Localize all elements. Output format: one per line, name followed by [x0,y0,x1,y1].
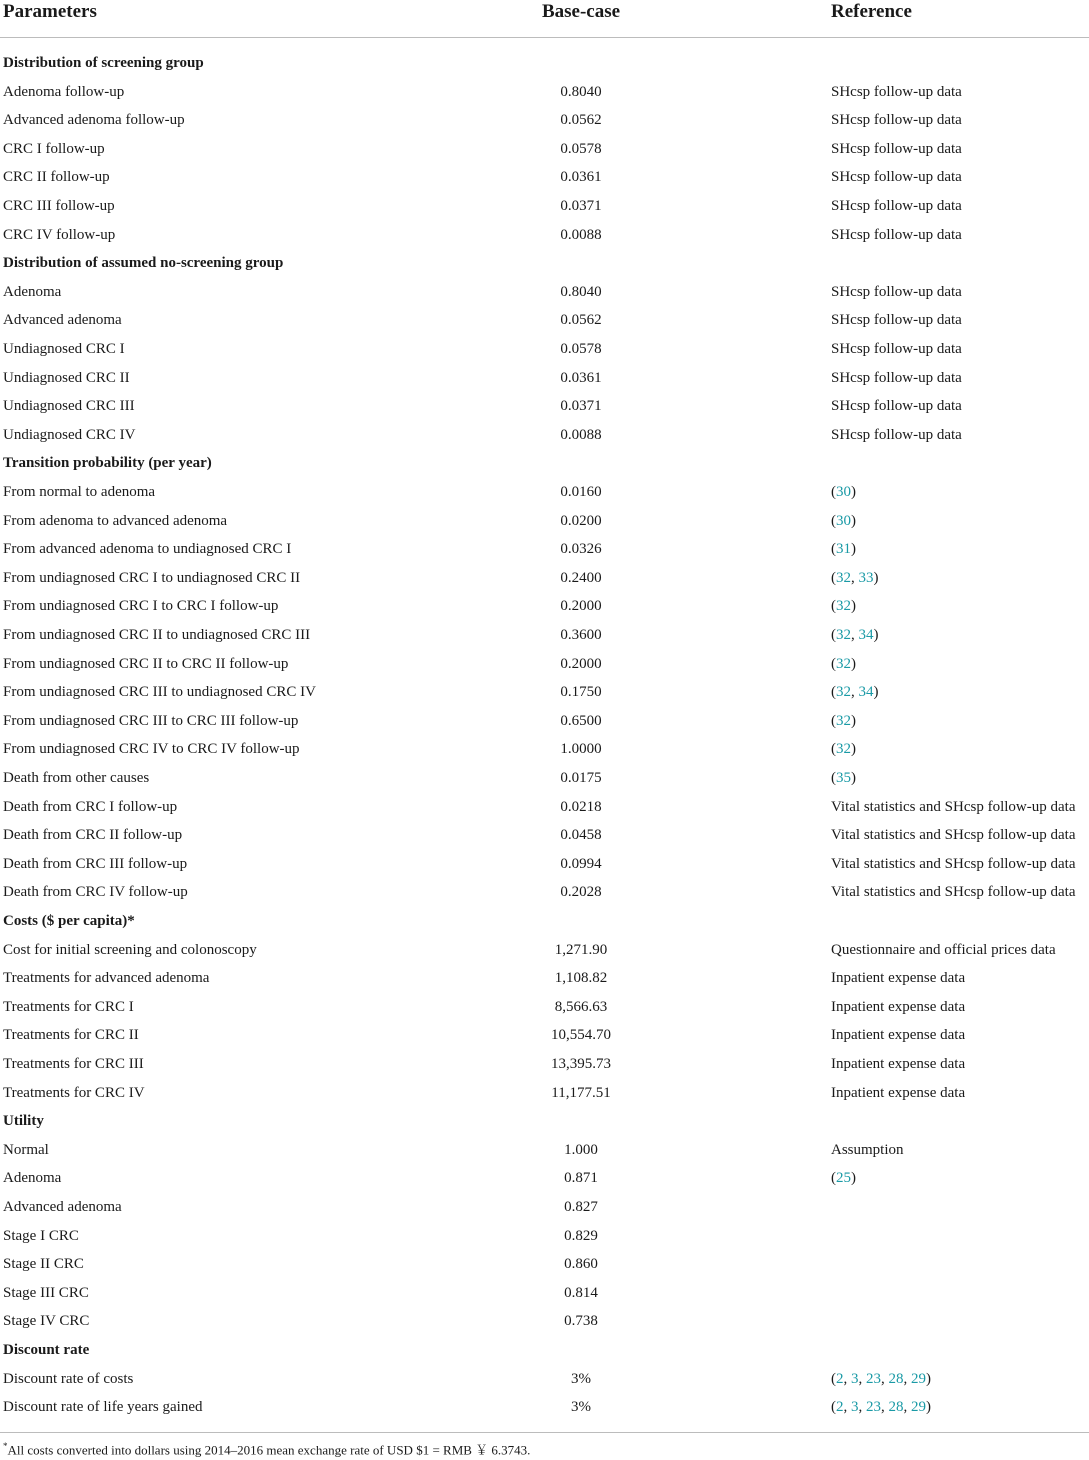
parameter-cell: Discount rate of life years gained [3,1399,203,1416]
citation-link[interactable]: 34 [858,627,874,643]
footnote-marker: * [3,1441,8,1451]
reference-text: ) [851,512,856,529]
section-title-text: Discount rate [3,1342,90,1358]
citation-link[interactable]: 32 [836,712,851,729]
table-row [0,678,1089,707]
parameter-cell: Death from CRC II follow-up [3,827,183,844]
citation-link[interactable]: 32 [836,627,851,643]
citation-link[interactable]: 2 [836,1399,844,1416]
section-title [3,1336,89,1365]
reference-text: Inpatient expense data [831,1027,966,1044]
parameter-cell: From undiagnosed CRC III to CRC III follow-up [3,712,299,729]
parameter-cell: CRC III follow-up [3,198,115,214]
base-case-cell: 3% [571,1370,591,1387]
reference-cell [831,592,856,621]
reference-text: , [851,684,859,701]
table-row [0,735,1089,764]
reference-text: ( [831,569,836,586]
reference-text: ( [831,1370,836,1387]
parameter-cell: Treatments for CRC IV [3,1084,145,1101]
reference-cell [831,221,962,250]
section-header-row [0,1336,1089,1365]
base-case-cell: 0.2028 [560,884,602,901]
base-case-cell: 0.860 [564,1256,598,1273]
table-row [0,592,1089,621]
header-reference: Reference [831,1,912,22]
reference-text: , [881,1399,889,1416]
reference-text: , [851,627,859,643]
base-case-cell: 0.0361 [560,169,602,186]
parameter-cell: Death from CRC I follow-up [3,798,178,815]
base-case-cell: 0.0175 [560,770,602,786]
reference-cell [831,364,962,393]
citation-link[interactable]: 34 [858,684,874,701]
table-row [0,936,1089,965]
base-case-cell: 0.0371 [560,398,602,415]
reference-text: ( [831,655,836,672]
parameter-cell: From undiagnosed CRC II to undiagnosed CRC III [3,627,311,643]
citation-link[interactable]: 32 [836,598,851,615]
reference-text: ) [851,598,856,615]
base-case-cell: 8,566.63 [554,998,608,1015]
reference-text: Inpatient expense data [831,998,966,1015]
reference-cell [831,1365,931,1394]
reference-text: SHcsp follow-up data [831,140,962,157]
table-row [0,564,1089,593]
reference-cell [831,936,1056,965]
section-header-row [0,249,1089,278]
base-case-cell: 0.2400 [560,569,602,586]
table-row [0,306,1089,335]
table-row [0,1050,1089,1079]
parameter-cell: Undiagnosed CRC I [3,341,125,357]
table-row [0,1164,1089,1193]
table-row [0,850,1089,879]
section-title [3,907,135,936]
base-case-cell: 0.0218 [560,798,602,815]
table-row [0,964,1089,993]
table-row [0,1021,1089,1050]
reference-text: ( [831,684,836,701]
base-case-cell: 11,177.51 [551,1084,611,1101]
parameter-cell: From advanced adenoma to undiagnosed CRC I [3,541,292,558]
parameter-cell: CRC II follow-up [3,169,110,186]
reference-cell [831,764,856,793]
reference-cell [831,192,962,221]
base-case-cell: 0.2000 [560,598,602,615]
base-case-cell: 0.829 [564,1227,598,1244]
parameter-cell: Stage IV CRC [3,1313,90,1330]
base-case-cell: 0.2000 [560,655,602,672]
reference-cell [831,1164,856,1193]
reference-cell [831,278,962,307]
reference-text: ( [831,541,836,558]
table-row [0,1279,1089,1308]
base-case-cell: 0.0160 [560,484,602,500]
reference-text: ( [831,512,836,529]
reference-text: ) [851,1170,856,1187]
reference-text: SHcsp follow-up data [831,112,962,129]
base-case-cell: 13,395.73 [551,1056,611,1072]
parameter-cell: CRC IV follow-up [3,226,116,243]
reference-cell [831,821,1075,850]
parameter-cell: Stage III CRC [3,1284,89,1301]
base-case-cell: 0.0200 [560,512,602,529]
reference-text: , [858,1399,866,1416]
base-case-cell: 0.0458 [560,827,602,844]
reference-text: ) [926,1399,931,1416]
table-row [0,1136,1089,1165]
section-title [3,1107,44,1136]
table-row [0,392,1089,421]
table-row [0,1222,1089,1251]
parameter-cell: Undiagnosed CRC II [3,369,130,386]
reference-text: SHcsp follow-up data [831,83,962,100]
citation-link[interactable]: 32 [836,655,851,672]
reference-cell [831,1393,931,1422]
reference-cell [831,335,962,364]
parameter-cell: Adenoma [3,283,62,300]
reference-text: ) [851,484,856,500]
table-row [0,878,1089,907]
footnote [3,1436,530,1460]
citation-link[interactable]: 33 [858,569,874,586]
base-case-cell: 1,271.90 [554,941,608,958]
base-case-cell: 10,554.70 [551,1027,611,1044]
table-row [0,478,1089,507]
parameter-cell: From undiagnosed CRC III to undiagnosed CRC IV [3,684,316,701]
table-row [0,364,1089,393]
base-case-cell: 0.738 [564,1313,598,1330]
reference-cell [831,306,962,335]
reference-text: SHcsp follow-up data [831,312,962,329]
reference-cell [831,850,1075,879]
table-row [0,78,1089,107]
citation-link[interactable]: 28 [888,1399,904,1416]
section-header-row [0,1107,1089,1136]
table-row [0,1079,1089,1108]
parameter-cell: Treatments for CRC III [3,1056,144,1072]
reference-cell [831,1079,965,1108]
reference-text: , [903,1370,911,1387]
base-case-cell: 0.0578 [560,341,602,357]
citation-link[interactable]: 29 [911,1399,926,1416]
reference-cell [831,735,856,764]
base-case-cell: 0.3600 [560,627,602,643]
reference-text: ( [831,484,836,500]
base-case-cell: 0.0562 [560,112,602,129]
citation-link[interactable]: 32 [836,684,851,701]
base-case-cell: 0.0994 [560,855,602,872]
table-row [0,335,1089,364]
parameter-cell: Adenoma follow-up [3,83,125,100]
table-body [0,38,1089,1421]
table-row [0,163,1089,192]
reference-cell [831,535,856,564]
reference-text: ( [831,741,836,758]
citation-link[interactable]: 2 [836,1370,844,1387]
citation-link[interactable]: 30 [836,484,851,500]
reference-text: Assumption [831,1141,904,1158]
reference-text: Vital statistics and SHcsp follow-up data [831,827,1076,844]
reference-text: SHcsp follow-up data [831,226,962,243]
base-case-cell: 0.0088 [560,426,602,443]
parameter-cell: From normal to adenoma [3,484,156,500]
reference-text: ) [851,741,856,758]
section-title-text: Transition probability (per year) [3,455,212,472]
reference-text: SHcsp follow-up data [831,369,962,386]
section-title-text: Utility [3,1113,44,1130]
table-row [0,707,1089,736]
section-title-text: Costs ($ per capita) [3,913,128,929]
reference-text: ) [851,655,856,672]
citation-link[interactable]: 35 [836,770,851,786]
parameter-cell: From adenoma to advanced adenoma [3,512,228,529]
reference-text: ) [926,1370,931,1387]
reference-cell [831,564,879,593]
section-title-text: Distribution of assumed no-screening group [3,255,284,272]
reference-text: SHcsp follow-up data [831,341,962,357]
base-case-cell: 1,108.82 [554,970,608,987]
reference-cell [831,106,962,135]
base-case-cell: 0.0371 [560,198,602,214]
reference-cell [831,507,856,536]
reference-cell [831,478,856,507]
reference-text: SHcsp follow-up data [831,426,962,443]
reference-text: ( [831,1170,836,1187]
footnote-divider [0,1432,1089,1433]
parameter-cell: Treatments for advanced adenoma [3,970,210,987]
base-case-cell: 0.1750 [560,684,602,701]
table-row [0,535,1089,564]
table-row [0,1365,1089,1394]
reference-text: , [843,1370,851,1387]
reference-cell [831,1050,965,1079]
parameter-cell: Death from other causes [3,770,150,786]
base-case-cell: 0.6500 [560,712,602,729]
parameter-cell: Advanced adenoma [3,1199,122,1215]
reference-text: , [858,1370,866,1387]
table-row [0,192,1089,221]
parameter-cell: Advanced adenoma [3,312,122,329]
parameter-cell: Cost for initial screening and colonoscopy [3,941,257,958]
reference-cell [831,878,1075,907]
header-base-case: Base-case [541,1,621,22]
reference-text: Questionnaire and official prices data [831,941,1056,958]
section-header-row [0,449,1089,478]
base-case-cell: 0.827 [564,1199,598,1215]
parameter-cell: Stage I CRC [3,1227,79,1244]
table-row [0,821,1089,850]
reference-text: Inpatient expense data [831,970,966,987]
section-title [3,249,283,278]
base-case-cell: 0.0562 [560,312,602,329]
table-header [0,0,1089,38]
parameter-cell: Discount rate of costs [3,1370,134,1387]
base-case-cell: 1.0000 [560,741,602,758]
table-row [0,993,1089,1022]
table-row [0,1250,1089,1279]
header-parameters: Parameters [3,1,97,22]
reference-text: SHcsp follow-up data [831,283,962,300]
reference-text: , [903,1399,911,1416]
reference-cell [831,993,965,1022]
reference-text: ) [851,712,856,729]
reference-text: SHcsp follow-up data [831,398,962,415]
parameter-cell: Advanced adenoma follow-up [3,112,185,129]
reference-cell [831,650,856,679]
reference-text: , [843,1399,851,1416]
parameter-cell: From undiagnosed CRC I to undiagnosed CRC II [3,569,301,586]
reference-cell [831,793,1075,822]
table-row [0,507,1089,536]
table-row [0,793,1089,822]
section-header-row [0,907,1089,936]
citation-link[interactable]: 23 [866,1370,881,1387]
citation-link[interactable]: 29 [911,1370,926,1387]
reference-text: ( [831,627,836,643]
section-header-row [0,49,1089,78]
reference-cell [831,78,962,107]
parameter-cell: Treatments for CRC I [3,998,134,1015]
reference-text: ( [831,712,836,729]
reference-text: ) [873,569,879,586]
section-title [3,49,204,78]
citation-link[interactable]: 28 [888,1370,904,1387]
reference-cell [831,421,962,450]
reference-cell [831,964,965,993]
base-case-cell: 0.814 [564,1284,598,1301]
reference-text: Inpatient expense data [831,1084,966,1101]
citation-link[interactable]: 30 [836,512,851,529]
citation-link[interactable]: 23 [866,1399,881,1416]
parameter-cell: Death from CRC IV follow-up [3,884,188,901]
citation-link[interactable]: 25 [836,1170,851,1187]
base-case-cell: 0.0578 [560,140,602,157]
reference-text: ( [831,598,836,615]
base-case-cell: 1.000 [564,1141,598,1158]
parameter-cell: From undiagnosed CRC I to CRC I follow-up [3,598,279,615]
reference-text: Vital statistics and SHcsp follow-up data [831,884,1076,901]
reference-text: ) [851,541,856,558]
parameter-cell: Treatments for CRC II [3,1027,139,1044]
reference-cell [831,1021,965,1050]
citation-link[interactable]: 3 [851,1370,859,1387]
reference-text: ( [831,1399,836,1416]
base-case-cell: 0.0361 [560,369,602,386]
parameter-cell: Undiagnosed CRC III [3,398,135,415]
citation-link[interactable]: 32 [836,741,851,758]
base-case-cell: 0.871 [564,1170,598,1187]
reference-text: ) [851,770,856,786]
reference-text: ) [873,684,879,701]
reference-text: Inpatient expense data [831,1056,966,1072]
citation-link[interactable]: 31 [836,541,851,558]
table-row [0,421,1089,450]
reference-text: Vital statistics and SHcsp follow-up data [831,798,1076,815]
reference-cell [831,1136,904,1165]
reference-text: SHcsp follow-up data [831,198,962,214]
footnote-text: All costs converted into dollars using 2014–2016 mean exchange rate of USD $1 = RMB ￥ 6.3743. [7,1442,531,1458]
parameter-cell: Undiagnosed CRC IV [3,426,136,443]
table-row [0,221,1089,250]
citation-link[interactable]: 3 [851,1399,859,1416]
parameter-cell: CRC I follow-up [3,140,105,157]
base-case-cell: 0.0088 [560,226,602,243]
parameter-cell: Adenoma [3,1170,62,1187]
reference-cell [831,621,879,650]
parameter-cell: Normal [3,1141,49,1158]
table-row [0,106,1089,135]
table-row [0,621,1089,650]
parameter-cell: From undiagnosed CRC II to CRC II follow-up [3,655,289,672]
table-row [0,1393,1089,1422]
section-title-suffix: * [127,913,135,929]
reference-text: SHcsp follow-up data [831,169,962,186]
section-title-text: Distribution of screening group [3,55,204,71]
base-case-cell: 3% [571,1399,591,1416]
reference-text: Vital statistics and SHcsp follow-up data [831,855,1076,872]
parameter-cell: Death from CRC III follow-up [3,855,188,872]
table-row [0,135,1089,164]
section-title [3,449,212,478]
table-row [0,1307,1089,1336]
base-case-cell: 0.8040 [560,283,602,300]
reference-cell [831,163,962,192]
reference-text: , [881,1370,889,1387]
citation-link[interactable]: 32 [836,569,851,586]
table-row [0,1193,1089,1222]
base-case-cell: 0.0326 [560,541,602,558]
reference-text: ) [873,627,879,643]
table-row [0,650,1089,679]
reference-cell [831,392,962,421]
reference-cell [831,135,962,164]
reference-text: ( [831,770,836,786]
reference-cell [831,678,879,707]
reference-text: , [851,569,859,586]
table-row [0,764,1089,793]
reference-cell [831,707,856,736]
parameter-cell: From undiagnosed CRC IV to CRC IV follow-up [3,741,300,758]
parameter-cell: Stage II CRC [3,1256,84,1273]
base-case-cell: 0.8040 [560,83,602,100]
table-row [0,278,1089,307]
